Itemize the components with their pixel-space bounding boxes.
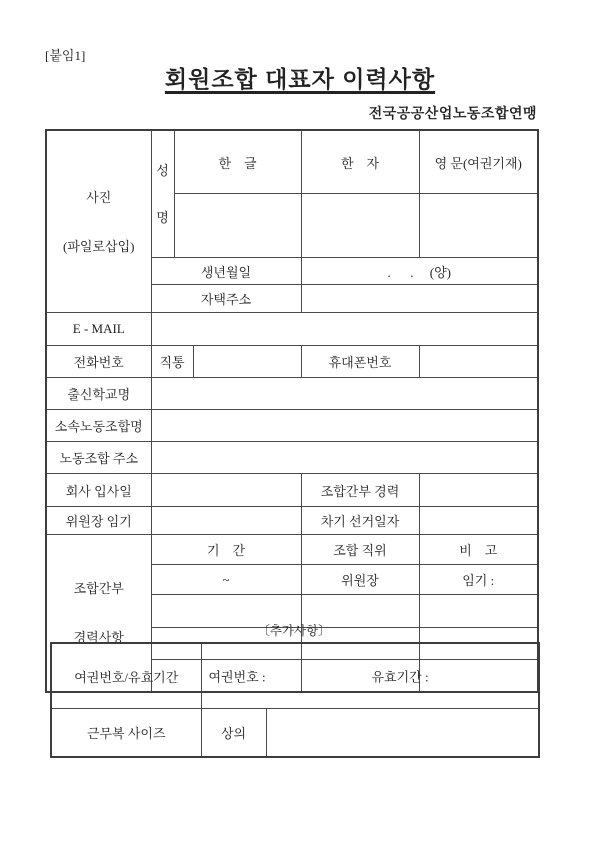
validity-label: 유효기간 :: [371, 669, 429, 685]
union-address-label: 노동조합 주소: [46, 442, 151, 474]
field-union-address[interactable]: [151, 442, 538, 474]
field-next-election[interactable]: [419, 507, 538, 535]
name-english-header: 영 문(여권기재): [419, 130, 538, 194]
birth-date-label: 생년월일: [151, 258, 301, 285]
name-label-char2: 명: [156, 210, 169, 225]
field-union-exec-career[interactable]: [419, 474, 538, 507]
field-home-address[interactable]: [301, 285, 538, 313]
career-period-header: 기 간: [151, 535, 301, 565]
field-school[interactable]: [151, 378, 538, 410]
name-vertical-label: [151, 130, 174, 258]
page-title: 회원조합 대표자 이력사항: [164, 66, 436, 92]
career-position-header: 조합 직위: [301, 535, 419, 565]
name-hangul-header: 한 글: [174, 130, 301, 194]
field-mobile[interactable]: [419, 346, 538, 378]
phone-direct-label: 직통: [151, 346, 193, 378]
field-name-english[interactable]: [419, 194, 538, 258]
career-remarks-header: 비 고: [419, 535, 538, 565]
field-uniform-top-size[interactable]: [266, 709, 539, 757]
attachment-label: [붙임1]: [45, 48, 86, 63]
field-chairman-term[interactable]: [151, 507, 301, 535]
union-exec-career-label: 조합간부 경력: [301, 474, 419, 507]
career-row1-remarks[interactable]: 임기 :: [419, 565, 538, 595]
next-election-label: 차기 선거일자: [301, 507, 419, 535]
uniform-size-label: 근무복 사이즈: [51, 709, 201, 757]
home-address-label: 자택주소: [151, 285, 301, 313]
organization-name: 전국공공산업노동조합연맹: [368, 107, 537, 122]
field-union-name[interactable]: [151, 410, 538, 442]
career-section-line1: 조합간부: [73, 580, 124, 596]
company-join-label: 회사 입사일: [46, 474, 151, 507]
union-name-label: 소속노동조합명: [46, 410, 151, 442]
photo-label-cell: [46, 130, 151, 313]
school-label: 출신학교명: [46, 378, 151, 410]
email-label: E - MAIL: [46, 313, 151, 346]
uniform-top-label: 상의: [201, 709, 266, 757]
mobile-label: 휴대폰번호: [301, 346, 419, 378]
additional-section-label: 〔추가사항〕: [257, 624, 331, 638]
additional-info-table: [50, 642, 540, 758]
field-name-hanja[interactable]: [301, 194, 419, 258]
field-phone-direct[interactable]: [193, 346, 301, 378]
name-label-char1: 성: [156, 163, 169, 178]
name-hanja-header: 한 자: [301, 130, 419, 194]
photo-label-line2: (파일로삽입): [63, 238, 135, 254]
field-birth-date[interactable]: . . (양): [301, 258, 538, 285]
passport-no-label: 여권번호 :: [208, 669, 266, 685]
career-row1-position[interactable]: 위원장: [301, 565, 419, 595]
career-section-line2: 경력사항: [73, 629, 124, 645]
career-row1-period[interactable]: ~: [151, 565, 301, 595]
field-company-join[interactable]: [151, 474, 301, 507]
field-passport[interactable]: [201, 643, 539, 709]
field-email[interactable]: [151, 313, 538, 346]
chairman-term-label: 위원장 임기: [46, 507, 151, 535]
phone-label: 전화번호: [46, 346, 151, 378]
passport-row-label: 여권번호/유효기간: [51, 643, 201, 709]
main-form-table: [45, 129, 539, 693]
field-name-hangul[interactable]: [174, 194, 301, 258]
photo-label-line1: 사진: [86, 189, 112, 205]
